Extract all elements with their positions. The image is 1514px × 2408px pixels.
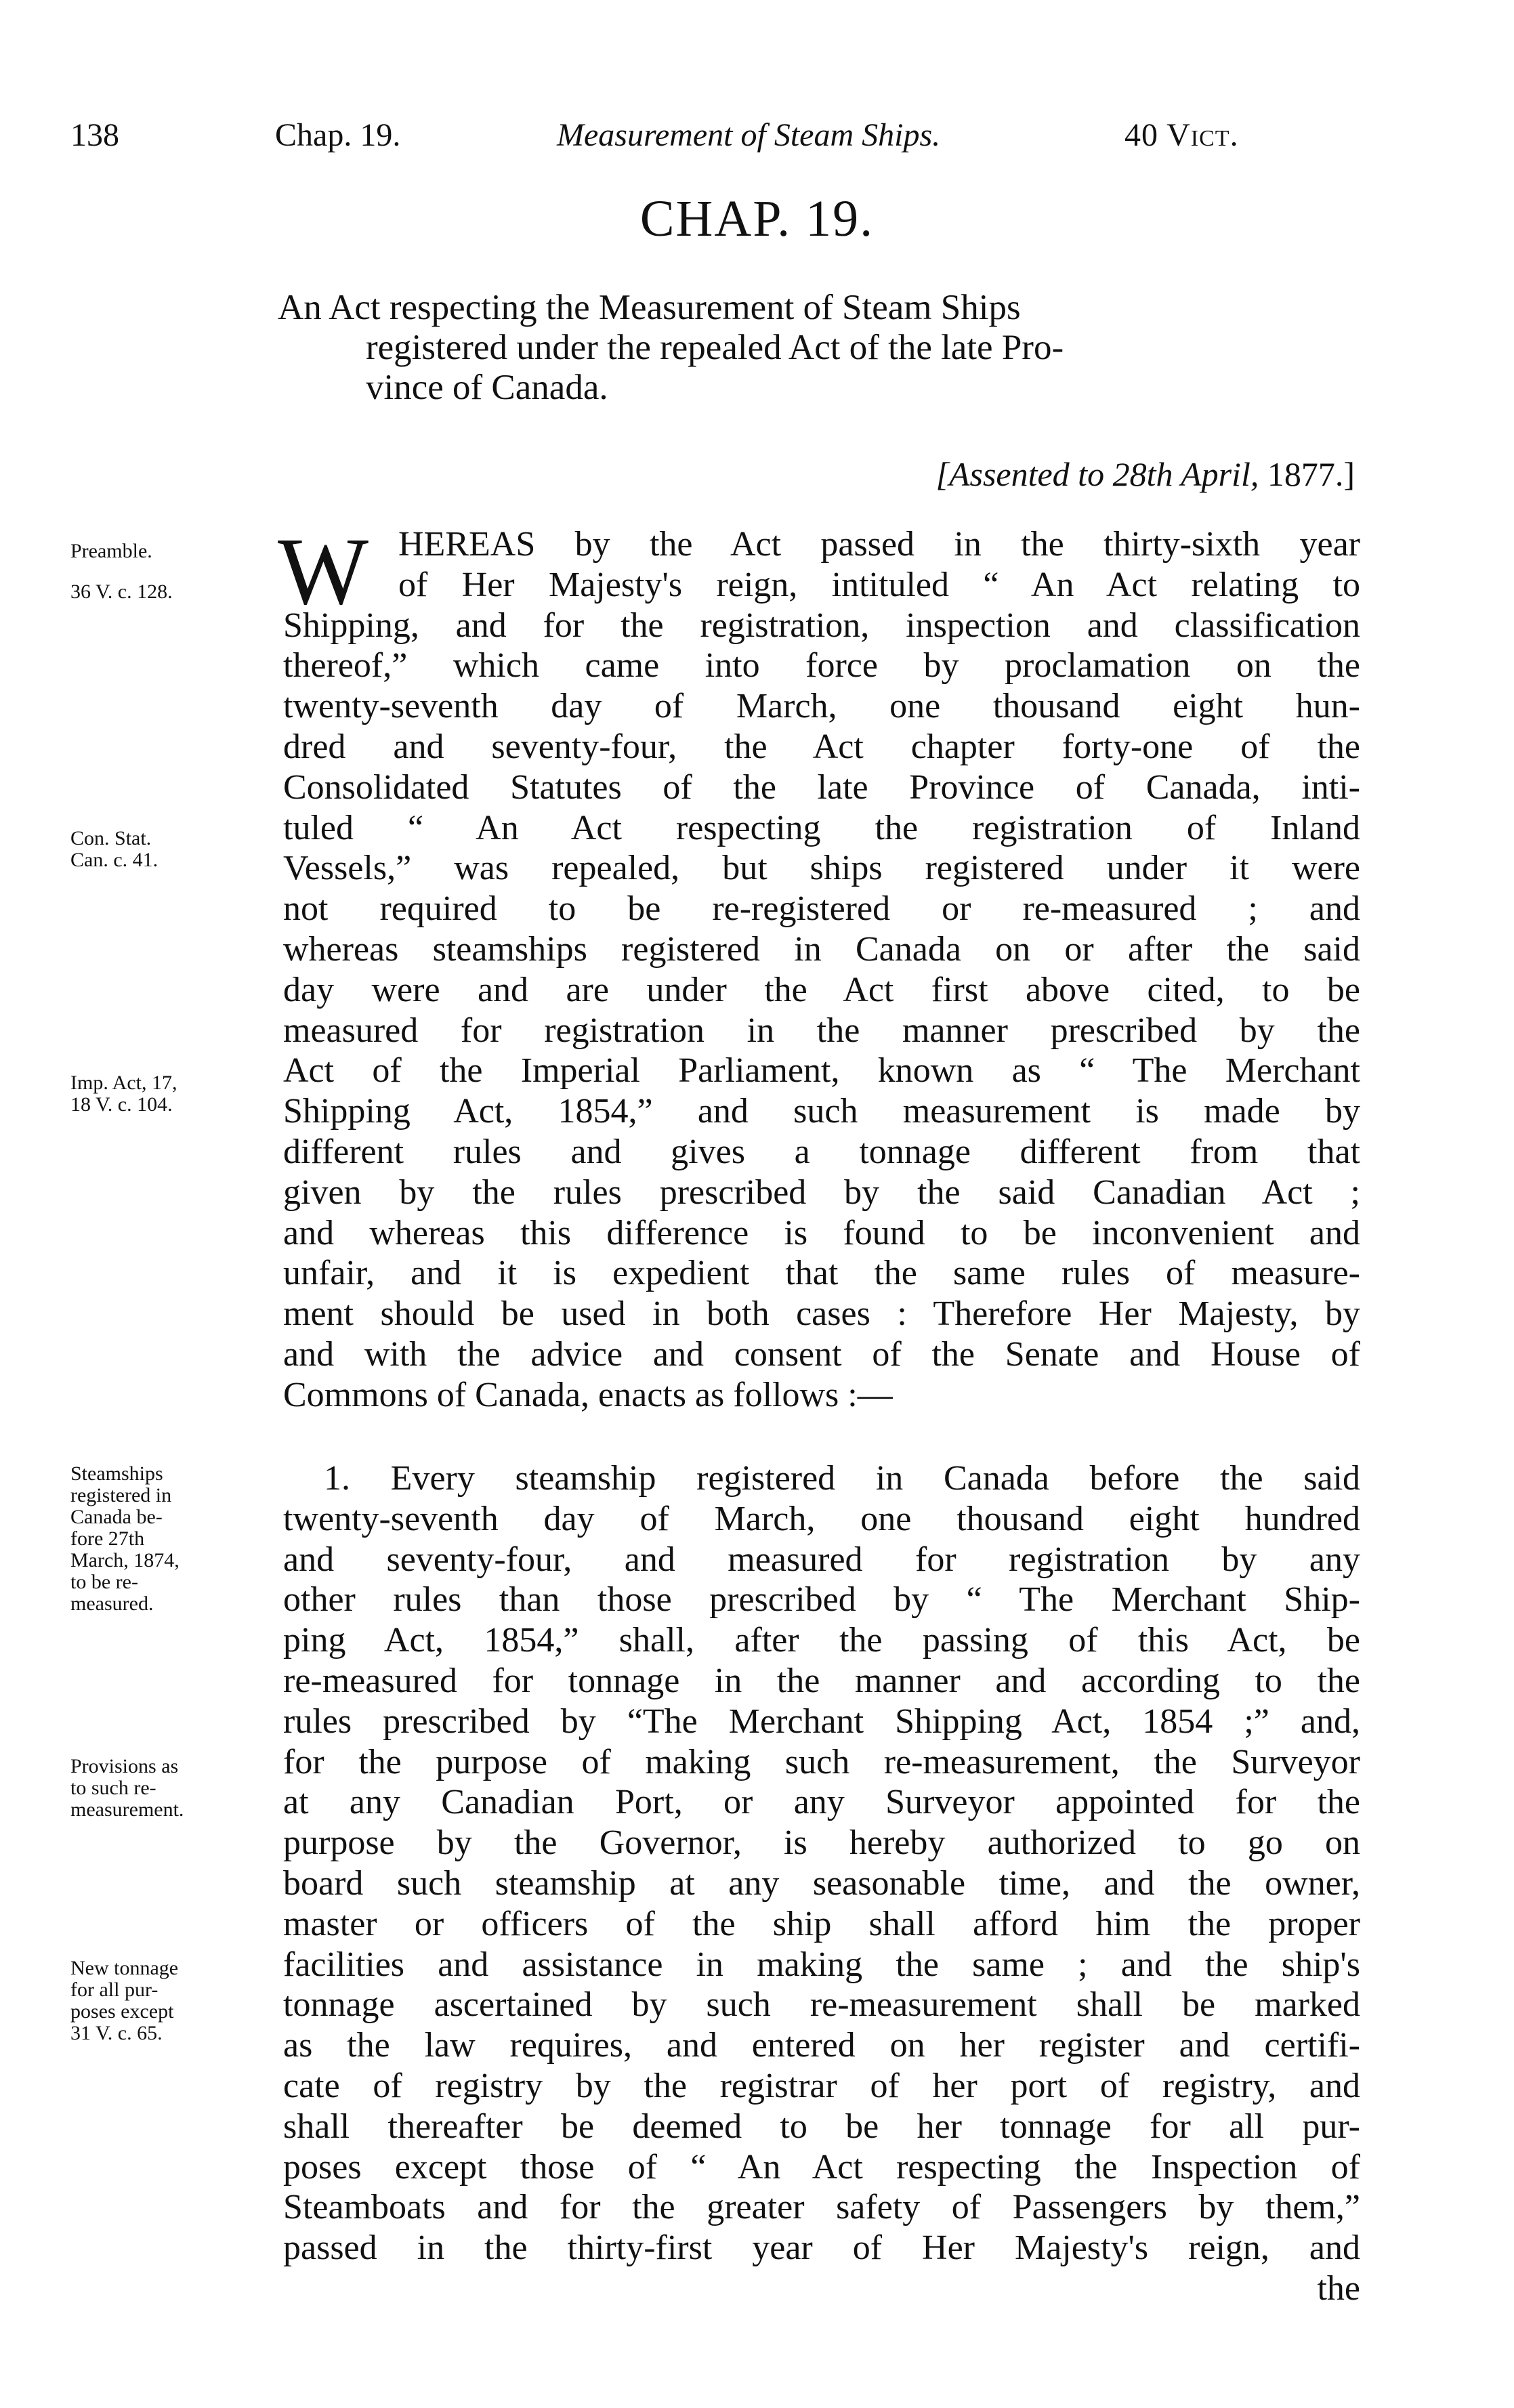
margin-note-line: Provisions as [70, 1755, 179, 1777]
text-line: master or officers of the ship shall afford him the proper [283, 1904, 1360, 1943]
margin-note-line: for all pur- [70, 1979, 159, 2001]
margin-note-line: Canada be- [70, 1506, 163, 1528]
text-line: passed in the thirty-first year of Her Majesty's reign, and [283, 2229, 1360, 2268]
text-line: of Her Majesty's reign, intituled “ An Act relating to [398, 565, 1360, 604]
act-title-line: vince of Canada. [366, 368, 608, 407]
margin-note-line: poses except [70, 2000, 174, 2023]
margin-note-line: measured. [70, 1592, 154, 1615]
text-line: other rules than those prescribed by “ The Merchant Ship- [283, 1580, 1360, 1620]
margin-note-line: fore 27th [70, 1527, 145, 1550]
margin-note-line: Con. Stat. [70, 827, 152, 849]
page-number: 138 [70, 117, 119, 153]
text-line: tonnage ascertained by such re-measurement shall be marked [283, 1985, 1360, 2025]
text-line: day were and are under the Act first above cited, to be [283, 970, 1360, 1009]
text-line: Shipping, and for the registration, inspection and classification [283, 606, 1360, 645]
text-line: ment should be used in both cases : Therefore Her Majesty, by [283, 1294, 1360, 1334]
text-line: and whereas this difference is found to be inconvenient and [283, 1213, 1360, 1252]
margin-note-line: Preamble. [70, 540, 152, 562]
text-line: Consolidated Statutes of the late Province of Canada, inti- [283, 767, 1360, 807]
assent-prefix: [Assented to 28th April, [935, 455, 1259, 493]
text-line: Act of the Imperial Parliament, known as “ The Merchant [283, 1051, 1360, 1091]
running-chapter: Chap. 19. [275, 117, 401, 153]
margin-note-line: 18 V. c. 104. [70, 1093, 173, 1116]
margin-note-line: 36 V. c. 128. [70, 580, 173, 603]
text-line: board such steamship at any seasonable time, and the owner, [283, 1863, 1360, 1903]
text-line: at any Canadian Port, or any Surveyor appointed for the [283, 1783, 1360, 1822]
text-line: given by the rules prescribed by the said Canadian Act ; [283, 1173, 1360, 1212]
text-line: for the purpose of making such re-measurement, the Surveyor [283, 1742, 1360, 1781]
margin-note-imp-act [70, 1072, 274, 1116]
preamble-text [283, 524, 1360, 1416]
text-line: Vessels,” was repealed, but ships registered under it were [283, 849, 1360, 888]
margin-note-line: measurement. [70, 1798, 184, 1821]
margin-note-line: Can. c. 41. [70, 849, 159, 871]
margin-note-line: registered in [70, 1484, 172, 1506]
text-line: and seventy-four, and measured for registration by any [283, 1540, 1360, 1579]
margin-note-line: to such re- [70, 1777, 156, 1799]
text-line: measured for registration in the manner prescribed by the [283, 1011, 1360, 1050]
text-line: Commons of Canada, enacts as follows :— [283, 1375, 893, 1414]
text-line: tuled “ An Act respecting the registration of Inland [283, 808, 1360, 847]
text-line: unfair, and it is expedient that the same rules of measure- [283, 1254, 1360, 1293]
margin-note-line: March, 1874, [70, 1549, 180, 1571]
running-title: Measurement of Steam Ships. [557, 117, 941, 153]
margin-note-provisions [70, 1756, 274, 1821]
margin-note-con-stat [70, 828, 274, 871]
text-line: twenty-seventh day of March, one thousand eight hun- [283, 687, 1360, 726]
margin-note-steamships [70, 1463, 274, 1615]
text-line: and with the advice and consent of the Senate and House of [283, 1334, 1360, 1374]
assent-date [779, 454, 1355, 494]
act-long-title [278, 288, 1355, 408]
text-line: HEREAS by the Act passed in the thirty-sixth year [398, 525, 1360, 564]
text-line: 1. Every steamship registered in Canada before the said [324, 1459, 1360, 1498]
text-line: Shipping Act, 1854,” and such measurement is made by [283, 1092, 1360, 1131]
text-line: not required to be re-registered or re-measured ; and [283, 889, 1360, 929]
margin-note-36v [70, 581, 274, 603]
text-line: re-measured for tonnage in the manner and according to the [283, 1661, 1360, 1700]
text-line: different rules and gives a tonnage different from that [283, 1132, 1360, 1171]
section-1-text [283, 1458, 1360, 2309]
regnal-year: 40 Vict. [1124, 117, 1239, 153]
text-line: shall thereafter be deemed to be her tonnage for all pur- [283, 2107, 1360, 2146]
chapter-heading: CHAP. 19. [639, 190, 875, 247]
margin-note-line: Steamships [70, 1462, 163, 1485]
drop-cap: W [278, 517, 369, 625]
text-line: twenty-seventh day of March, one thousand eight hundred [283, 1499, 1360, 1538]
text-line: thereof,” which came into force by proclamation on the [283, 646, 1360, 685]
text-line: facilities and assistance in making the same ; and the ship's [283, 1945, 1360, 1984]
margin-note-line: New tonnage [70, 1957, 179, 1979]
text-line: dred and seventy-four, the Act chapter forty-one of the [283, 727, 1360, 766]
text-line: purpose by the Governor, is hereby authorized to go on [283, 1823, 1360, 1863]
margin-note-new-tonnage [70, 1958, 274, 2044]
catchword: the [1317, 2268, 1360, 2308]
margin-note-line: Imp. Act, 17, [70, 1072, 177, 1094]
margin-note-preamble [70, 541, 274, 562]
text-line: ping Act, 1854,” shall, after the passing of this Act, be [283, 1621, 1360, 1660]
text-line: as the law requires, and entered on her register and certifi- [283, 2026, 1360, 2065]
margin-note-line: to be re- [70, 1571, 138, 1593]
text-line: Steamboats and for the greater safety of Passengers by them,” [283, 2188, 1360, 2227]
text-line: poses except those of “ An Act respecting the Inspection of [283, 2147, 1360, 2187]
margin-note-line: 31 V. c. 65. [70, 2022, 163, 2044]
text-line: whereas steamships registered in Canada on or after the said [283, 929, 1360, 969]
act-title-line: registered under the repealed Act of the late Pro- [366, 328, 1064, 367]
act-title-line: An Act respecting the Measurement of Steam Ships [278, 288, 1021, 327]
assent-year: 1877.] [1259, 455, 1355, 493]
text-line: rules prescribed by “The Merchant Shipping Act, 1854 ;” and, [283, 1702, 1360, 1741]
text-line: cate of registry by the registrar of her port of registry, and [283, 2066, 1360, 2105]
